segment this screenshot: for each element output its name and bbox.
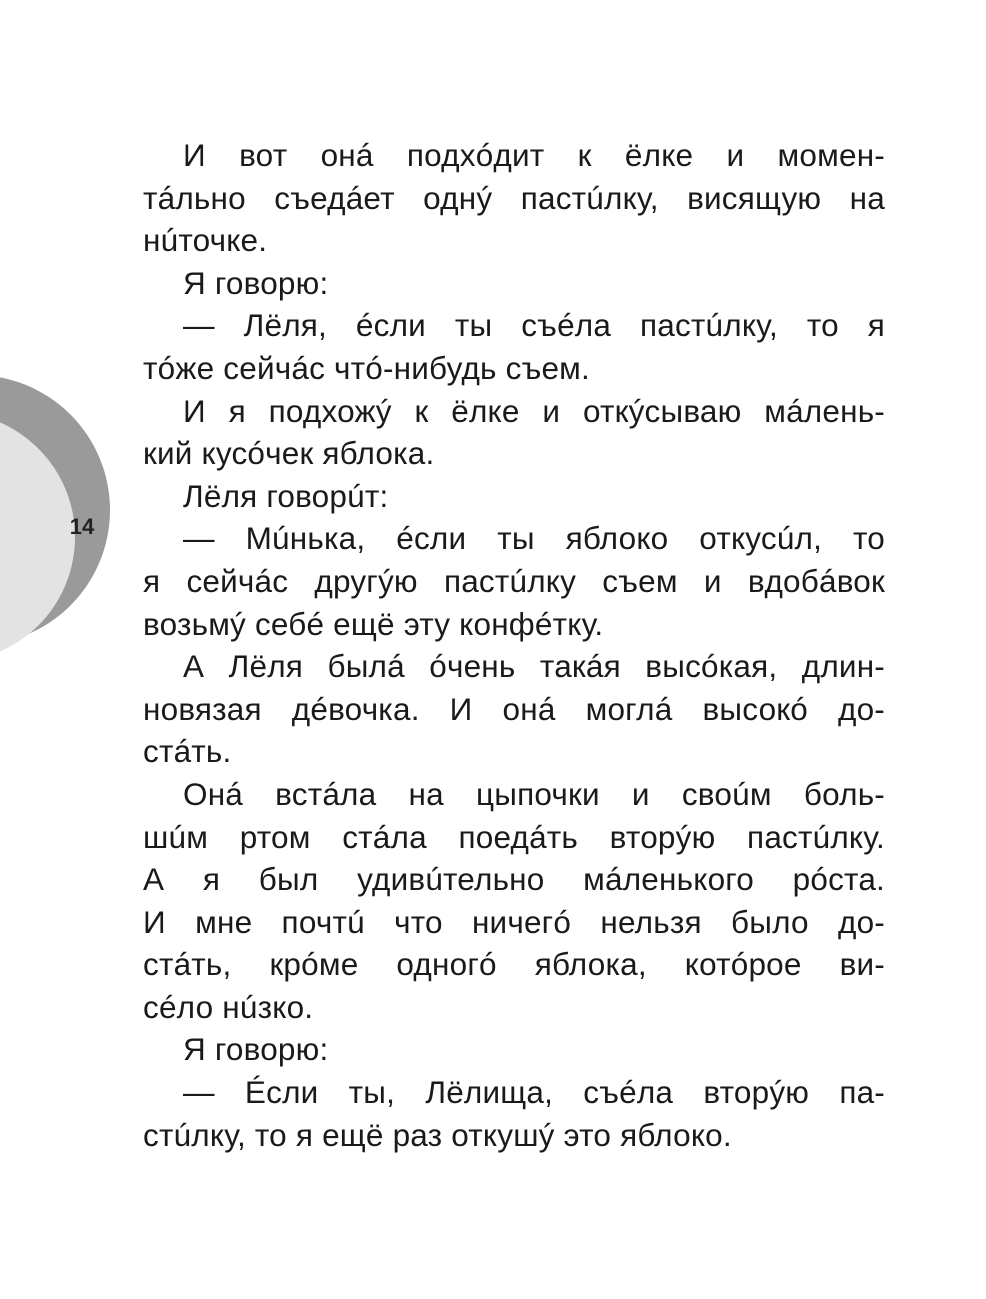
text-line: А Лёля былá óчень такáя высóкая, длин- <box>183 648 885 685</box>
text-line: нúточке. <box>143 222 268 259</box>
text-line: Я говорю: <box>183 264 329 301</box>
text-line: тáльно съедáет однý пастúлку, висящую на <box>143 179 885 216</box>
text-line: стáть, крóме одногó яблока, котóрое ви- <box>143 946 885 983</box>
text-line: стúлку, то я ещё раз откушý это яблоко. <box>143 1116 732 1153</box>
text-line: — Мúнька, éсли ты яблоко откусúл, то <box>183 520 885 557</box>
text-line: — Éсли ты, Лёлища, съéла вторýю па- <box>183 1074 885 1111</box>
text-line: новязая дéвочка. И онá моглá высокó до- <box>143 690 885 727</box>
text-line: И я подхожý к ёлке и откýсываю мáлень- <box>183 392 885 429</box>
text-line: тóже сейчáс чтó-нибудь съем. <box>143 349 590 386</box>
text-line: И мне почтú что ничегó нельзя было до- <box>143 903 885 940</box>
text-line: А я был удивúтельно мáленького рóста. <box>143 861 885 898</box>
text-line: Онá встáла на цыпочки и своúм боль- <box>183 775 885 812</box>
text-line: Я говорю: <box>183 1031 329 1068</box>
text-line: Лёля говорúт: <box>183 477 389 514</box>
text-line: — Лёля, éсли ты съéла пастúлку, то я <box>183 307 885 344</box>
text-line: шúм ртом стáла поедáть вторýю пастúлку. <box>143 818 885 855</box>
text-line: кий кусóчек яблока. <box>143 435 435 472</box>
text-line: я сейчáс другýю пастúлку съем и вдобáвок <box>143 562 885 599</box>
text-line: стáть. <box>143 733 232 770</box>
page-number: 14 <box>69 514 95 539</box>
text-line: И вот онá подхóдит к ёлке и момен- <box>183 137 885 173</box>
story-text <box>143 134 885 1156</box>
text-line: возьмý себé ещё эту конфéтку. <box>143 605 604 642</box>
text-line: сéло нúзко. <box>143 988 314 1025</box>
